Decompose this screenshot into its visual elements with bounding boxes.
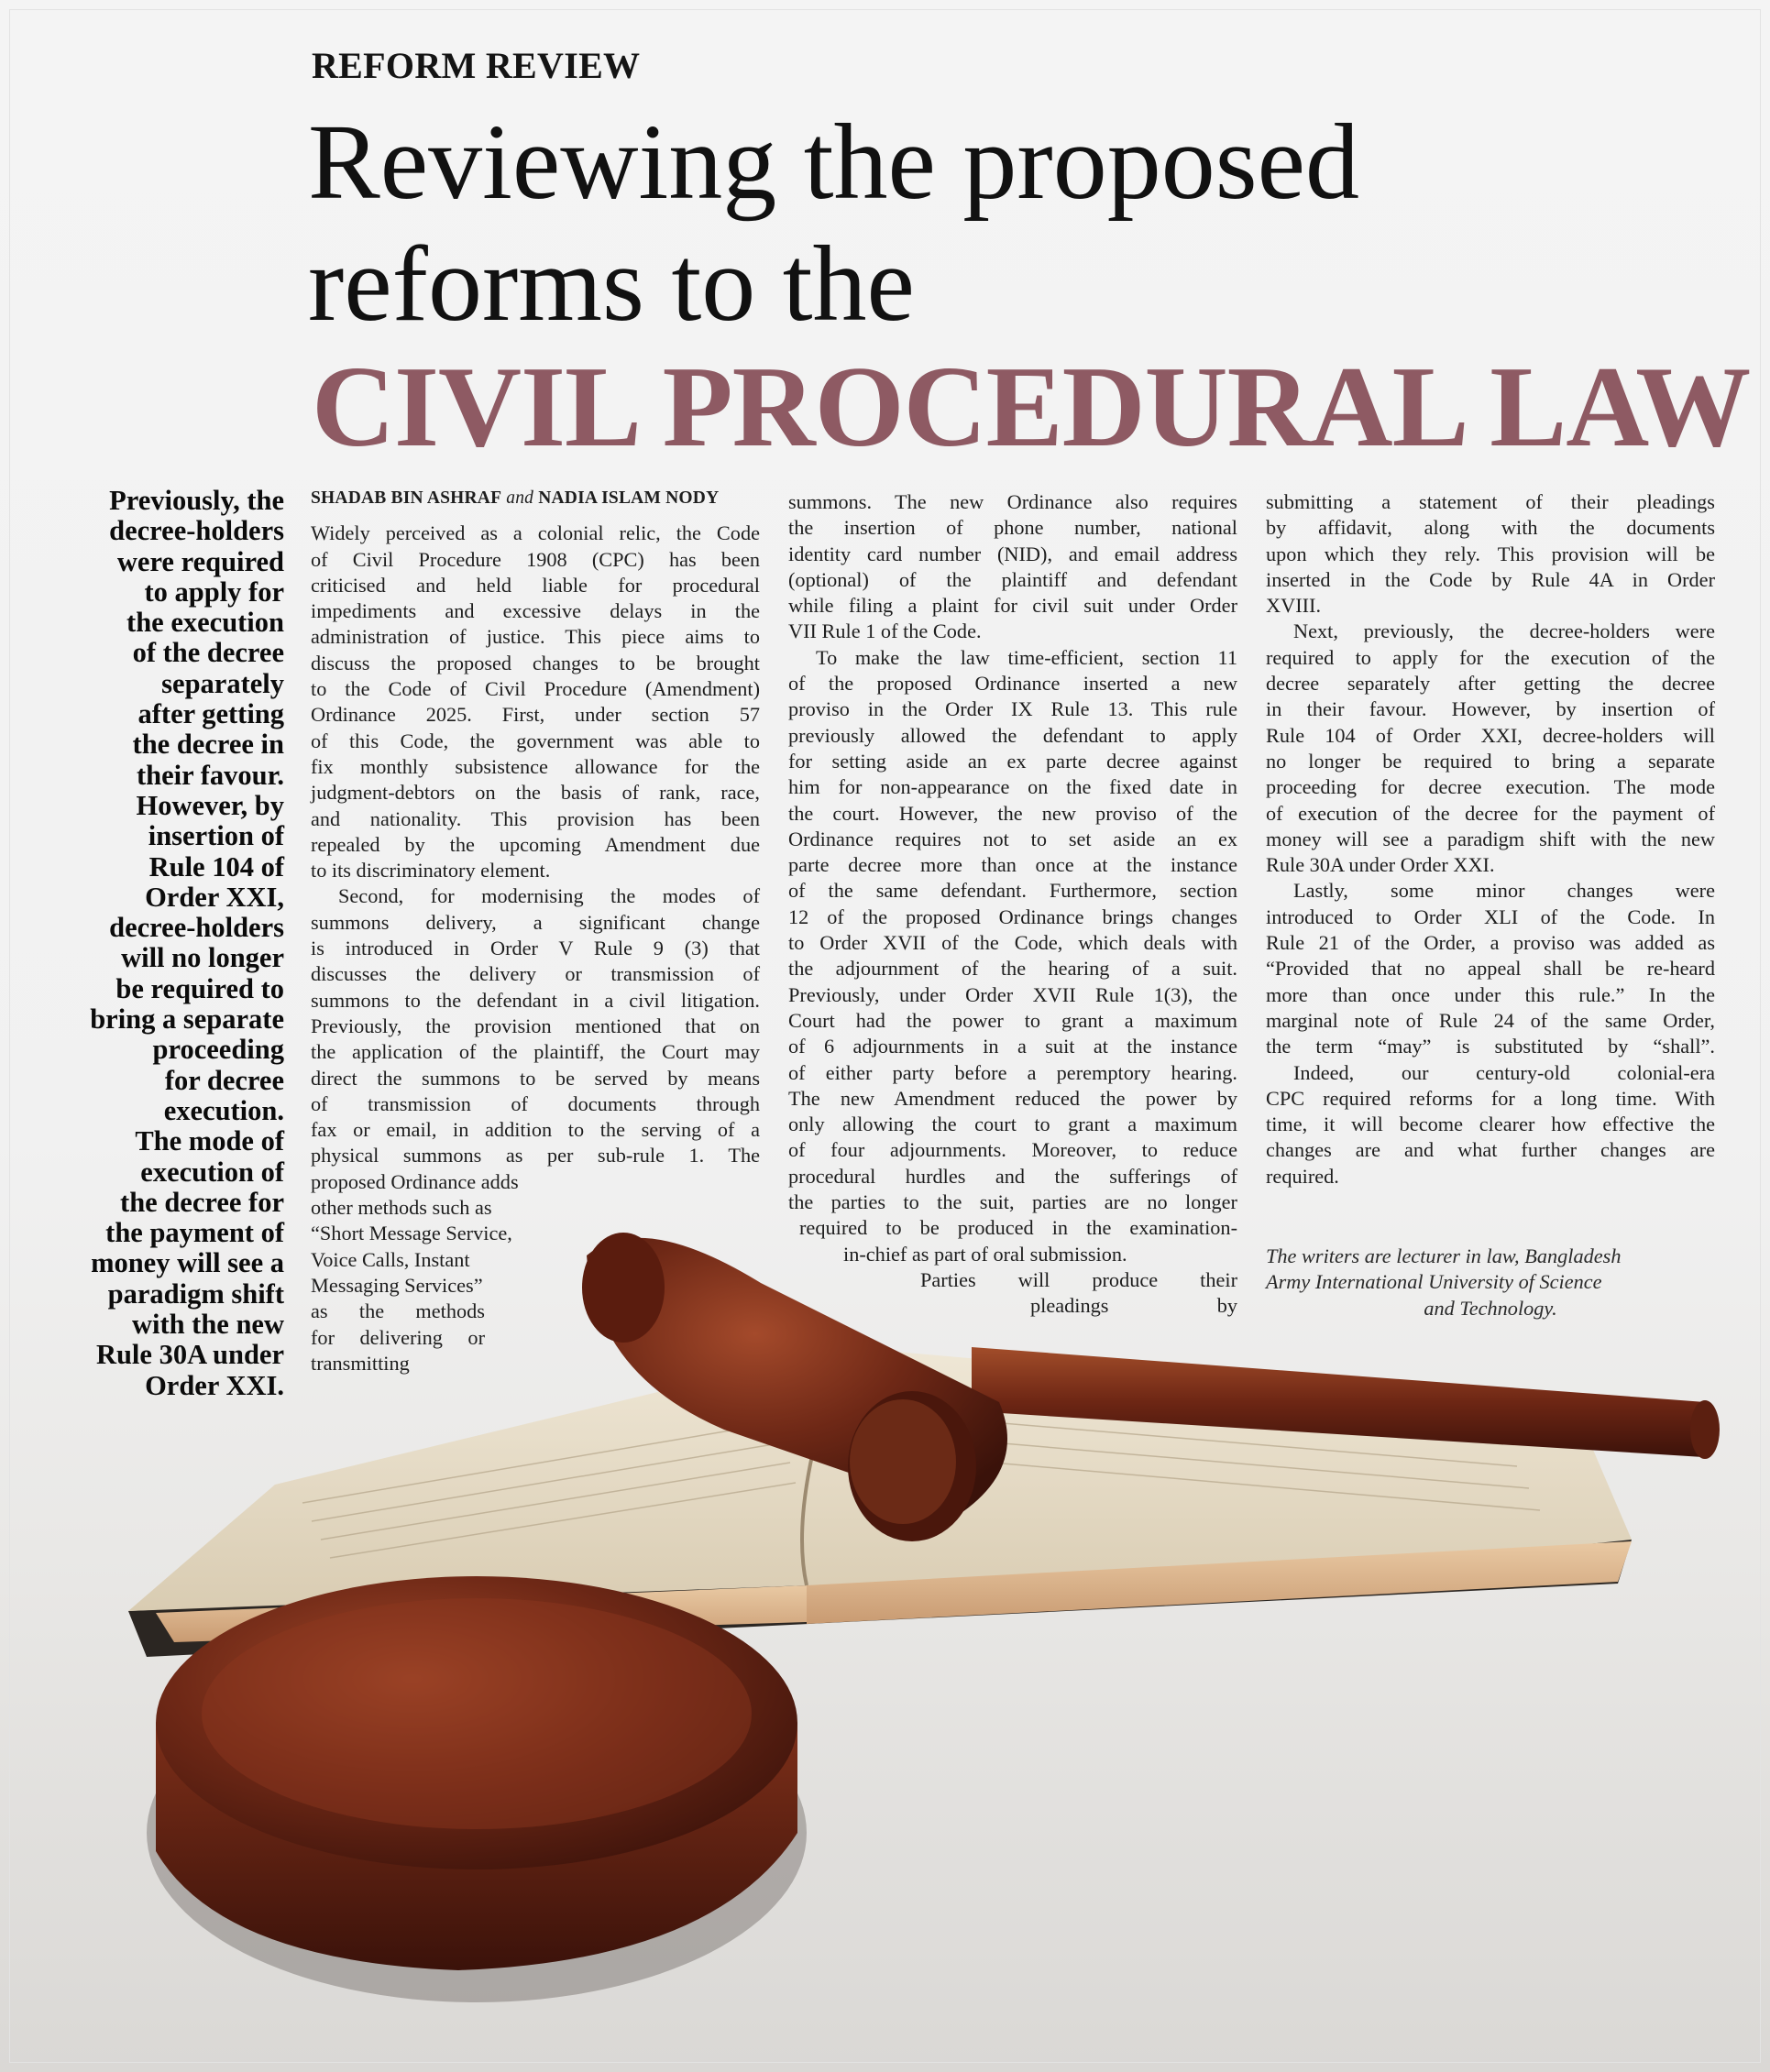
pull-quote-line: separately <box>161 667 284 699</box>
paragraph-line: changes are and what further changes are <box>1266 1138 1715 1162</box>
paragraph-line: The new Amendment reduced the power by <box>788 1086 1237 1110</box>
pull-quote-line: However, by <box>136 789 284 821</box>
paragraph-line: of the proposed Ordinance inserted a new <box>788 672 1237 696</box>
paragraph-line: while filing a plaint for civil suit under Order <box>788 594 1237 618</box>
paragraph-line: in-chief as part of oral submission. <box>843 1242 1127 1266</box>
paragraph-line: impediments and excessive delays in the <box>311 599 760 623</box>
paragraph-line: the court. However, the new proviso of the <box>788 801 1237 825</box>
paragraph-line: Rule 104 of Order XXI, decree-holders will <box>1266 723 1715 747</box>
pull-quote-line: after getting <box>137 698 284 730</box>
paragraph-line: parte decree more than once at the instance <box>788 853 1237 877</box>
pull-quote-line: decree-holders <box>109 515 284 547</box>
paragraph-line: of 6 adjournments in a suit at the instance <box>788 1035 1237 1058</box>
paragraph-line: required to be produced in the examination- <box>799 1216 1237 1240</box>
byline-and: and <box>506 488 534 508</box>
paragraph-line: Previously, the provision mentioned that on <box>311 1014 760 1037</box>
paragraph-line: Ordinance 2025. First, under section 57 <box>311 703 760 727</box>
paragraph-line: submitting a statement of their pleadings <box>1266 490 1715 513</box>
paragraph-line: VII Rule 1 of the Code. <box>788 619 982 643</box>
pull-quote-line: Rule 30A under <box>95 1339 284 1371</box>
pull-quote-line: The mode of <box>135 1125 284 1157</box>
paragraph-line: is introduced in Order V Rule 9 (3) that <box>311 937 760 960</box>
paragraph-line: Widely perceived as a colonial relic, the Code <box>311 521 760 545</box>
paragraph-line: summons delivery, a significant change <box>311 910 760 934</box>
headline-line-1: Reviewing the proposed <box>308 102 1359 222</box>
author-1: SHADAB BIN ASHRAF <box>311 488 502 508</box>
pull-quote-line: to apply for <box>144 576 284 608</box>
pull-quote-line: paradigm shift <box>107 1277 284 1310</box>
paragraph-line: to Order XVII of the Code, which deals with <box>788 931 1237 955</box>
paragraph-line: proposed Ordinance adds <box>311 1169 519 1193</box>
pull-quote-line: execution of <box>140 1156 284 1188</box>
paragraph-line: Lastly, some minor changes were <box>1293 879 1715 903</box>
paragraph-line: (optional) of the plaintiff and defendant <box>788 567 1237 591</box>
paragraph-line: more than once under this rule.” In the <box>1266 982 1715 1006</box>
paragraph-line: of this Code, the government was able to <box>311 729 760 752</box>
paragraph-line: discusses the delivery or transmission of <box>311 962 760 986</box>
paragraph-line: decree separately after getting the decree <box>1266 672 1715 696</box>
paragraph-line: required. <box>1266 1164 1339 1188</box>
section-kicker: REFORM REVIEW <box>312 45 641 86</box>
paragraph-line: previously allowed the defendant to apply <box>788 723 1237 747</box>
paragraph-line: 12 of the proposed Ordinance brings changes <box>788 904 1237 928</box>
paragraph-line: to the Code of Civil Procedure (Amendment) <box>311 677 760 701</box>
paragraph-line: Parties will produce their <box>920 1267 1237 1291</box>
paragraph-line: no longer be required to bring a separate <box>1266 749 1715 773</box>
pull-quote-line: decree-holders <box>109 912 284 944</box>
pull-quote-line: were required <box>116 545 284 577</box>
pull-quote-line: Order XXI, <box>145 881 284 913</box>
pull-quote-line: of the decree <box>132 637 284 669</box>
paragraph-line: upon which they rely. This provision will be <box>1266 542 1715 565</box>
article-column-3 <box>1266 489 1715 1189</box>
paragraph-line: Next, previously, the decree-holders were <box>1293 619 1715 643</box>
pull-quote-line: bring a separate <box>90 1003 284 1036</box>
paragraph-line: the parties to the suit, parties are no longer <box>788 1190 1237 1214</box>
paragraph-line: judgment-debtors on the basis of rank, race, <box>311 781 760 805</box>
pull-quote-line: for decree <box>164 1064 284 1096</box>
paragraph-line: of Civil Procedure 1908 (CPC) has been <box>311 547 760 571</box>
paragraph-line: pleadings by <box>1030 1294 1237 1318</box>
paragraph-line: to its discriminatory element. <box>311 859 551 883</box>
paragraph-line: of the same defendant. Furthermore, section <box>788 879 1237 903</box>
paragraph-line: Voice Calls, Instant <box>311 1247 470 1271</box>
paragraph-line: proviso in the Order IX Rule 13. This rule <box>788 697 1237 721</box>
pull-quote-line: Order XXI. <box>145 1369 284 1401</box>
paragraph-line: of execution of the decree for the payment of <box>1266 801 1715 825</box>
credit-line: The writers are lecturer in law, Bangladesh <box>1266 1244 1622 1267</box>
paragraph-line: fax or email, in addition to the serving of a <box>311 1118 760 1142</box>
paragraph-line: XVIII. <box>1266 594 1322 618</box>
paragraph-line: proceeding for decree execution. The mode <box>1266 775 1715 799</box>
paragraph-line: inserted in the Code by Rule 4A in Order <box>1266 567 1715 591</box>
article-column-2 <box>788 489 1237 1320</box>
pull-quote-line: proceeding <box>152 1034 284 1066</box>
paragraph-line: physical summons as per sub-rule 1. The <box>311 1144 760 1168</box>
paragraph-line: Rule 21 of the Order, a proviso was added as <box>1266 931 1715 955</box>
pull-quote-line: money will see a <box>91 1247 284 1279</box>
pull-quote-line: execution. <box>163 1094 284 1126</box>
paragraph-line: transmitting <box>311 1351 410 1375</box>
paragraph-line: administration of justice. This piece aims to <box>311 625 760 649</box>
pull-quote-line: insertion of <box>148 820 284 852</box>
paragraph-line: of four adjournments. Moreover, to reduce <box>788 1138 1237 1162</box>
paragraph-line: fix monthly subsistence allowance for the <box>311 754 760 778</box>
headline <box>308 101 1359 345</box>
paragraph-line: money will see a paradigm shift with the new <box>1266 827 1715 850</box>
paragraph-line: identity card number (NID), and email address <box>788 542 1237 565</box>
paragraph-line: only allowing the court to grant a maximum <box>788 1113 1237 1136</box>
headline-highlight: CIVIL PROCEDURAL LAW <box>312 344 1751 471</box>
paragraph-line: for setting aside an ex parte decree against <box>788 749 1237 773</box>
paragraph-line: of either party before a peremptory hearing. <box>788 1060 1237 1084</box>
paragraph-line: by affidavit, along with the documents <box>1266 516 1715 540</box>
paragraph-line: Previously, under Order XVII Rule 1(3), the <box>788 982 1237 1006</box>
paragraph-line: Indeed, our century-old colonial-era <box>1293 1060 1715 1084</box>
paragraph-line: required to apply for the execution of the <box>1266 645 1715 669</box>
sound-block-icon <box>147 1576 807 2002</box>
paragraph-line: Ordinance requires not to set aside an ex <box>788 827 1237 850</box>
paragraph-line: him for non-appearance on the fixed date in <box>788 775 1237 799</box>
pull-quote-line: with the new <box>131 1309 284 1341</box>
paragraph-line: Messaging Services” <box>311 1273 483 1297</box>
paragraph-line: Second, for modernising the modes of <box>338 884 760 908</box>
paragraph-line: “Provided that no appeal shall be re-heard <box>1266 957 1715 981</box>
paragraph-line: summons to the defendant in a civil litigation. <box>311 988 760 1012</box>
paragraph-line: in their favour. However, by insertion of <box>1266 697 1715 721</box>
paragraph-line: the adjournment of the hearing of a suit. <box>788 957 1237 981</box>
pull-quote-line: Previously, the <box>109 485 284 516</box>
byline <box>311 486 760 511</box>
paragraph-line: Court had the power to grant a maximum <box>788 1008 1237 1032</box>
article-column-1 <box>311 486 760 1376</box>
paragraph-line: summons. The new Ordinance also requires <box>788 490 1237 513</box>
author-credit <box>1266 1244 1715 1321</box>
paragraph-line: time, it will become clearer how effective the <box>1266 1113 1715 1136</box>
pull-quote-line: will no longer <box>121 942 284 974</box>
paragraph-line: procedural hurdles and the sufferings of <box>788 1164 1237 1188</box>
paragraph-line: repealed by the upcoming Amendment due <box>311 832 760 856</box>
paragraph-line: criticised and held liable for procedural <box>311 573 760 597</box>
pull-quote-line: the execution <box>126 607 284 639</box>
paragraph-line: direct the summons to be served by means <box>311 1066 760 1090</box>
paragraph-line: Rule 30A under Order XXI. <box>1266 853 1495 877</box>
author-2: NADIA ISLAM NODY <box>538 488 720 508</box>
paragraph-line: the term “may” is substituted by “shall”. <box>1266 1035 1715 1058</box>
paragraph-line: To make the law time-efficient, section 11 <box>816 645 1237 669</box>
pull-quote <box>55 486 284 1401</box>
headline-line-2: reforms to the <box>308 224 915 344</box>
pull-quote-line: the decree for <box>120 1186 284 1218</box>
paragraph-line: discuss the proposed changes to be brought <box>311 651 760 674</box>
paragraph-line: as the methods <box>311 1299 485 1323</box>
pull-quote-line: the decree in <box>132 729 284 761</box>
pull-quote-line: the payment of <box>105 1217 284 1249</box>
paragraph-line: “Short Message Service, <box>311 1222 512 1245</box>
pull-quote-line: Rule 104 of <box>148 850 284 883</box>
paragraph-line: marginal note of Rule 24 of the same Order, <box>1266 1008 1715 1032</box>
pull-quote-line: be required to <box>115 972 284 1004</box>
paragraph-line: the application of the plaintiff, the Court may <box>311 1040 760 1064</box>
credit-line: Army International University of Science <box>1266 1270 1602 1294</box>
paragraph-line: CPC required reforms for a long time. With <box>1266 1086 1715 1110</box>
paragraph-line: other methods such as <box>311 1196 492 1220</box>
paragraph-line: and nationality. This provision has been <box>311 806 760 830</box>
paragraph-line: introduced to Order XLI of the Code. In <box>1266 904 1715 928</box>
pull-quote-line: their favour. <box>137 759 284 791</box>
credit-line: and Technology. <box>1424 1296 1557 1320</box>
paragraph-line: the insertion of phone number, national <box>788 516 1237 540</box>
paragraph-line: of transmission of documents through <box>311 1091 760 1115</box>
paragraph-line: for delivering or <box>311 1325 485 1349</box>
